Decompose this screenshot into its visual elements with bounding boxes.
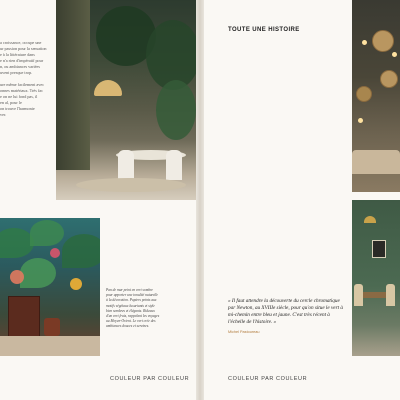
caption-line: à la décoration. Papiers peints aux bbox=[106, 298, 157, 303]
intro-line: e on ne lui fond pas, il bbox=[0, 94, 38, 99]
section-heading: TOUTE UNE HISTOIRE bbox=[228, 27, 300, 33]
intro-line: n, ou ambiances variées bbox=[0, 64, 40, 69]
intro-line: ur passion pour la sensation bbox=[0, 46, 47, 51]
light-bulb-shape bbox=[392, 52, 397, 57]
plant-shape bbox=[156, 80, 196, 140]
caption-line: bien sombres et élégants. Rideaux bbox=[106, 308, 155, 313]
plant-shape bbox=[146, 20, 196, 90]
curtain-shape bbox=[56, 0, 90, 170]
rug-shape bbox=[76, 178, 186, 192]
intro-line: e à la littérature dans bbox=[0, 52, 35, 57]
intro-line: e n'a rien d'impératif pour bbox=[0, 58, 44, 63]
leaf-shape bbox=[30, 220, 64, 246]
left-page-footer: COULEUR PAR COULEUR bbox=[110, 376, 190, 382]
book-gutter bbox=[196, 0, 204, 400]
intro-line: ure même facilement avec bbox=[0, 82, 45, 87]
intro-line: on trouve l'harmonie bbox=[0, 106, 35, 111]
flower-shape bbox=[10, 270, 24, 284]
chair-shape bbox=[386, 284, 395, 306]
chair-shape bbox=[166, 150, 182, 180]
quote-attribution: Michel Pastoureau bbox=[228, 330, 260, 334]
caption-line: Pan de mur peint en vert sombre bbox=[106, 288, 153, 292]
jungle-wallpaper-photo bbox=[0, 218, 100, 356]
body-text-column bbox=[228, 38, 346, 39]
light-bulb-shape bbox=[358, 118, 363, 123]
pull-quote-text: « Il faut attendre la découverte du cercle chromatique par Newton, au XVIIIe siècle, pour qu'on situe le vert à mi-chemin entre bleu et jaune. C'est très récent à l'échelle de l'histoire. » bbox=[228, 298, 343, 325]
rattan-lamps-photo bbox=[352, 0, 400, 192]
green-room-photo bbox=[352, 200, 400, 356]
intro-line: onnes matériaux. Très fac bbox=[0, 88, 44, 93]
pendant-lamp-shape bbox=[364, 216, 376, 223]
flower-shape bbox=[70, 278, 82, 290]
stool-shape bbox=[44, 318, 60, 336]
leaf-shape bbox=[0, 228, 34, 258]
pendant-lamp-shape bbox=[94, 80, 122, 96]
caption-line: pour apporter une tonalité naturelle bbox=[106, 293, 158, 298]
pull-quote bbox=[228, 298, 346, 336]
chair-shape bbox=[118, 150, 134, 180]
intro-line: en al, pour le bbox=[0, 100, 22, 105]
floor-shape bbox=[0, 336, 100, 356]
wall-frame-shape bbox=[372, 240, 386, 258]
caption-line: ambiances douces et sereines. bbox=[106, 324, 150, 329]
intro-line: a croissance, occupe une bbox=[0, 40, 42, 45]
intro-line: uvent presque trop. bbox=[0, 70, 33, 75]
rattan-pendant-shape bbox=[372, 30, 394, 52]
caption-line: motifs végétaux luxuriants et style bbox=[106, 303, 155, 308]
rattan-pendant-shape bbox=[356, 86, 372, 102]
light-bulb-shape bbox=[362, 40, 367, 45]
right-page-footer: COULEUR PAR COULEUR bbox=[228, 376, 308, 382]
chair-shape bbox=[354, 284, 363, 306]
flower-shape bbox=[50, 248, 60, 258]
caption-line: d'un vert frais, rappelant les voyages bbox=[106, 314, 160, 319]
interior-dining-photo bbox=[56, 0, 196, 200]
photo-caption bbox=[106, 288, 166, 330]
leaf-shape bbox=[62, 234, 100, 268]
intro-line: ver. bbox=[0, 112, 7, 117]
leaf-shape bbox=[20, 258, 56, 288]
rattan-pendant-shape bbox=[380, 70, 398, 88]
left-intro-text bbox=[0, 40, 52, 118]
caption-line: au Moyen-Orient. Le vert crée des bbox=[106, 319, 156, 324]
cabinet-shape bbox=[8, 296, 40, 338]
sofa-shape bbox=[352, 150, 400, 174]
